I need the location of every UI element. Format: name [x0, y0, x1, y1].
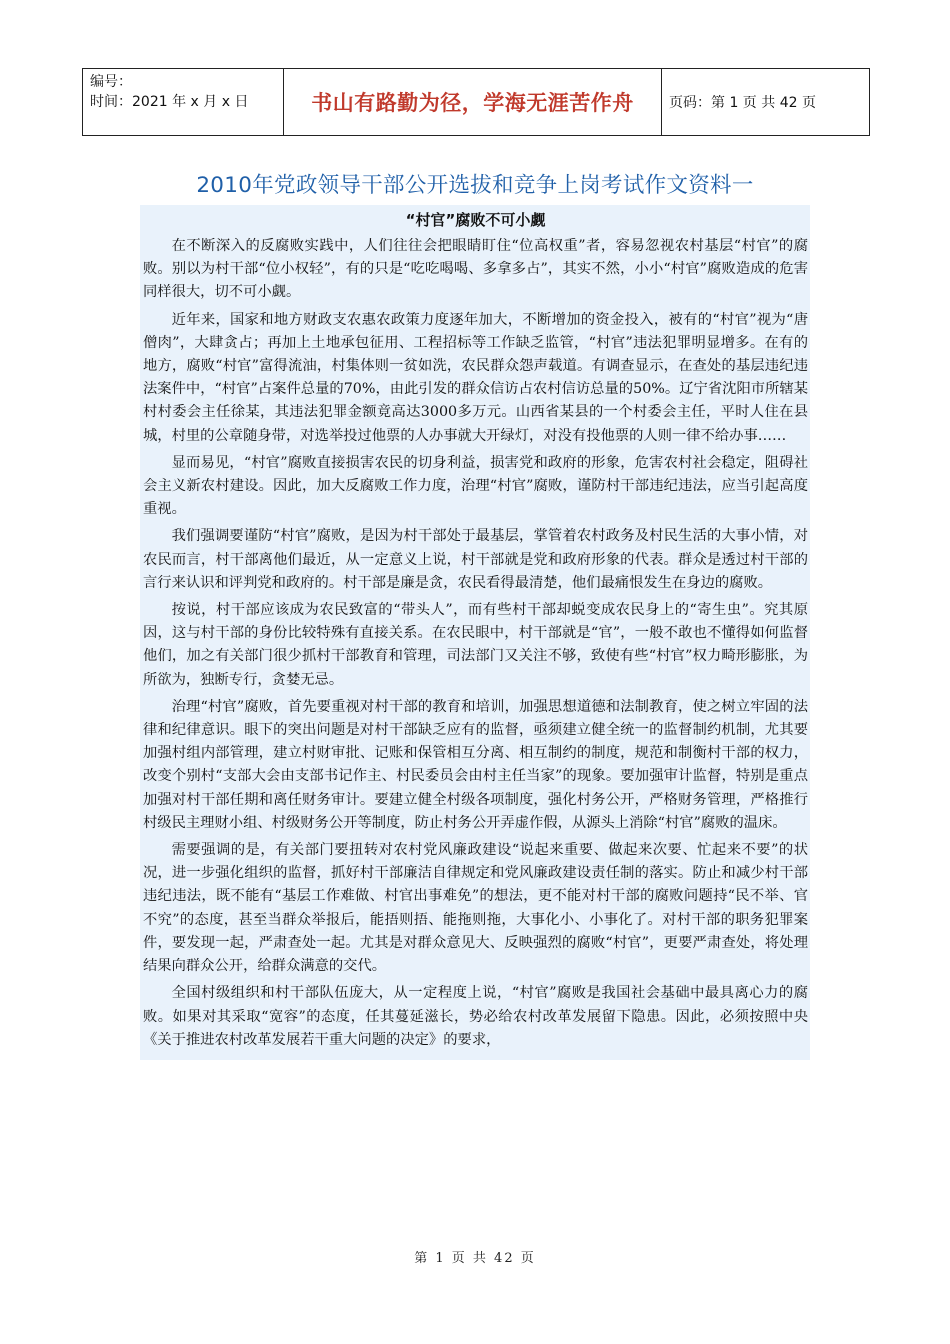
paragraph: 需要强调的是，有关部门要扭转对农村党风廉政建设“说起来重要、做起来次要、忙起来不要”的状况，进一步强化组织的监督，抓好村干部廉洁自律规定和党风廉政建设责任制的落实。防止和减少村干部违纪违法，既不能有“基层工作难做、村官出事难免”的想法，更不能对村干部的腐败问题持“民不举、官不究”的态度，甚至当群众举报后，能捂则捂、能拖则拖，大事化小、小事化了。对村干部的职务犯罪案件，要发现一起，严肃查处一起。尤其是对群众意见大、反映强烈的腐败“村官”，更要严肃查处，将处理结果向群众公开，给群众满意的交代。: [143, 842, 808, 975]
article-subtitle: “村官”腐败不可小觑: [405, 211, 546, 229]
header-motto: 书山有路勤为径，学海无涯苦作舟: [284, 69, 662, 135]
paragraph: 全国村级组织和村干部队伍庞大，从一定程度上说，“村官”腐败是我国社会基础中最具离心力的腐败。如果对其采取“宽容”的态度，任其蔓延滋长，势必给农村改革发展留下隐患。因此，必须按照中央《关于推进农村改革发展若干重大问题的决定》的要求，: [143, 985, 808, 1048]
paragraph: 在不断深入的反腐败实践中，人们往往会把眼睛盯住“位高权重”者，容易忽视农村基层“村官”的腐败。别以为村干部“位小权轻”，有的只是“吃吃喝喝、多拿多占”，其实不然，小小“村官”腐败造成的危害同样很大，切不可小觑。: [143, 238, 808, 301]
header-meta: [83, 69, 284, 135]
date-label: 时间：2021 年 x 月 x 日: [90, 94, 249, 110]
article-body: [140, 205, 810, 1060]
paragraph: 我们强调要谨防“村官”腐败，是因为村干部处于最基层，掌管着农村政务及村民生活的大事小情，对农民而言，村干部离他们最近，从一定意义上说，村干部就是党和政府形象的代表。群众是透过村干部的言行来认识和评判党和政府的。村干部是廉是贪，农民看得最清楚，他们最痛恨发生在身边的腐败。: [143, 528, 808, 591]
paragraph: 按说，村干部应该成为农民致富的“带头人”，而有些村干部却蜕变成农民身上的“寄生虫”。究其原因，这与村干部的身份比较特殊有直接关系。在农民眼中，村干部就是“官”，一般不敢也不懂得如何监督他们，加之有关部门很少抓村干部教育和管理，司法部门又关注不够，致使有些“村官”权力畸形膨胀，为所欲为，独断专行，贪婪无忌。: [143, 602, 808, 688]
document-title: 2010年党政领导干部公开选拔和竞争上岗考试作文资料一: [196, 173, 754, 198]
page-footer: 第 1 页 共 42 页: [414, 1251, 536, 1266]
number-label: 编号：: [90, 74, 132, 90]
paragraph: 治理“村官”腐败，首先要重视对村干部的教育和培训，加强思想道德和法制教育，使之树立牢固的法律和纪律意识。眼下的突出问题是对村干部缺乏应有的监督，亟须建立健全统一的监督制约机制，尤其要加强村组内部管理，建立村财审批、记账和保管相互分离、相互制约的制度，规范和制衡村干部的权力，改变个别村“支部大会由支部书记作主、村民委员会由村主任当家”的现象。要加强审计监督，特别是重点加强对村干部任期和离任财务审计。要建立健全村级各项制度，强化村务公开，严格财务管理，严格推行村级民主理财小组、村级财务公开等制度，防止村务公开弄虚作假，从源头上消除“村官”腐败的温床。: [143, 698, 808, 831]
header-page-info: 页码：第 1 页 共 42 页: [669, 95, 816, 111]
paragraph: 近年来，国家和地方财政支农惠农政策力度逐年加大，不断增加的资金投入，被有的“村官”视为“唐僧肉”，大肆贪占；再加上土地承包征用、工程招标等工作缺乏监管，“村官”违法犯罪明显增多。在有的地方，腐败“村官”富得流油，村集体则一贫如洗，农民群众怨声载道。有调查显示，在查处的基层违纪违法案件中，“村官”占案件总量的70%，由此引发的群众信访占农村信访总量的50%。辽宁省沈阳市所辖某村村委会主任徐某，其违法犯罪金额竟高达3000多万元。山西省某县的一个村委会主任，平时人住在县城，村里的公章随身带，对选举投过他票的人办事就大开绿灯，对没有投他票的人则一律不给办事……: [143, 311, 808, 444]
document-header: [82, 68, 870, 136]
paragraph: 显而易见，“村官”腐败直接损害农民的切身利益，损害党和政府的形象，危害农村社会稳定，阻碍社会主义新农村建设。因此，加大反腐败工作力度，治理“村官”腐败，谨防村干部违纪违法，应当引起高度重视。: [143, 454, 808, 518]
